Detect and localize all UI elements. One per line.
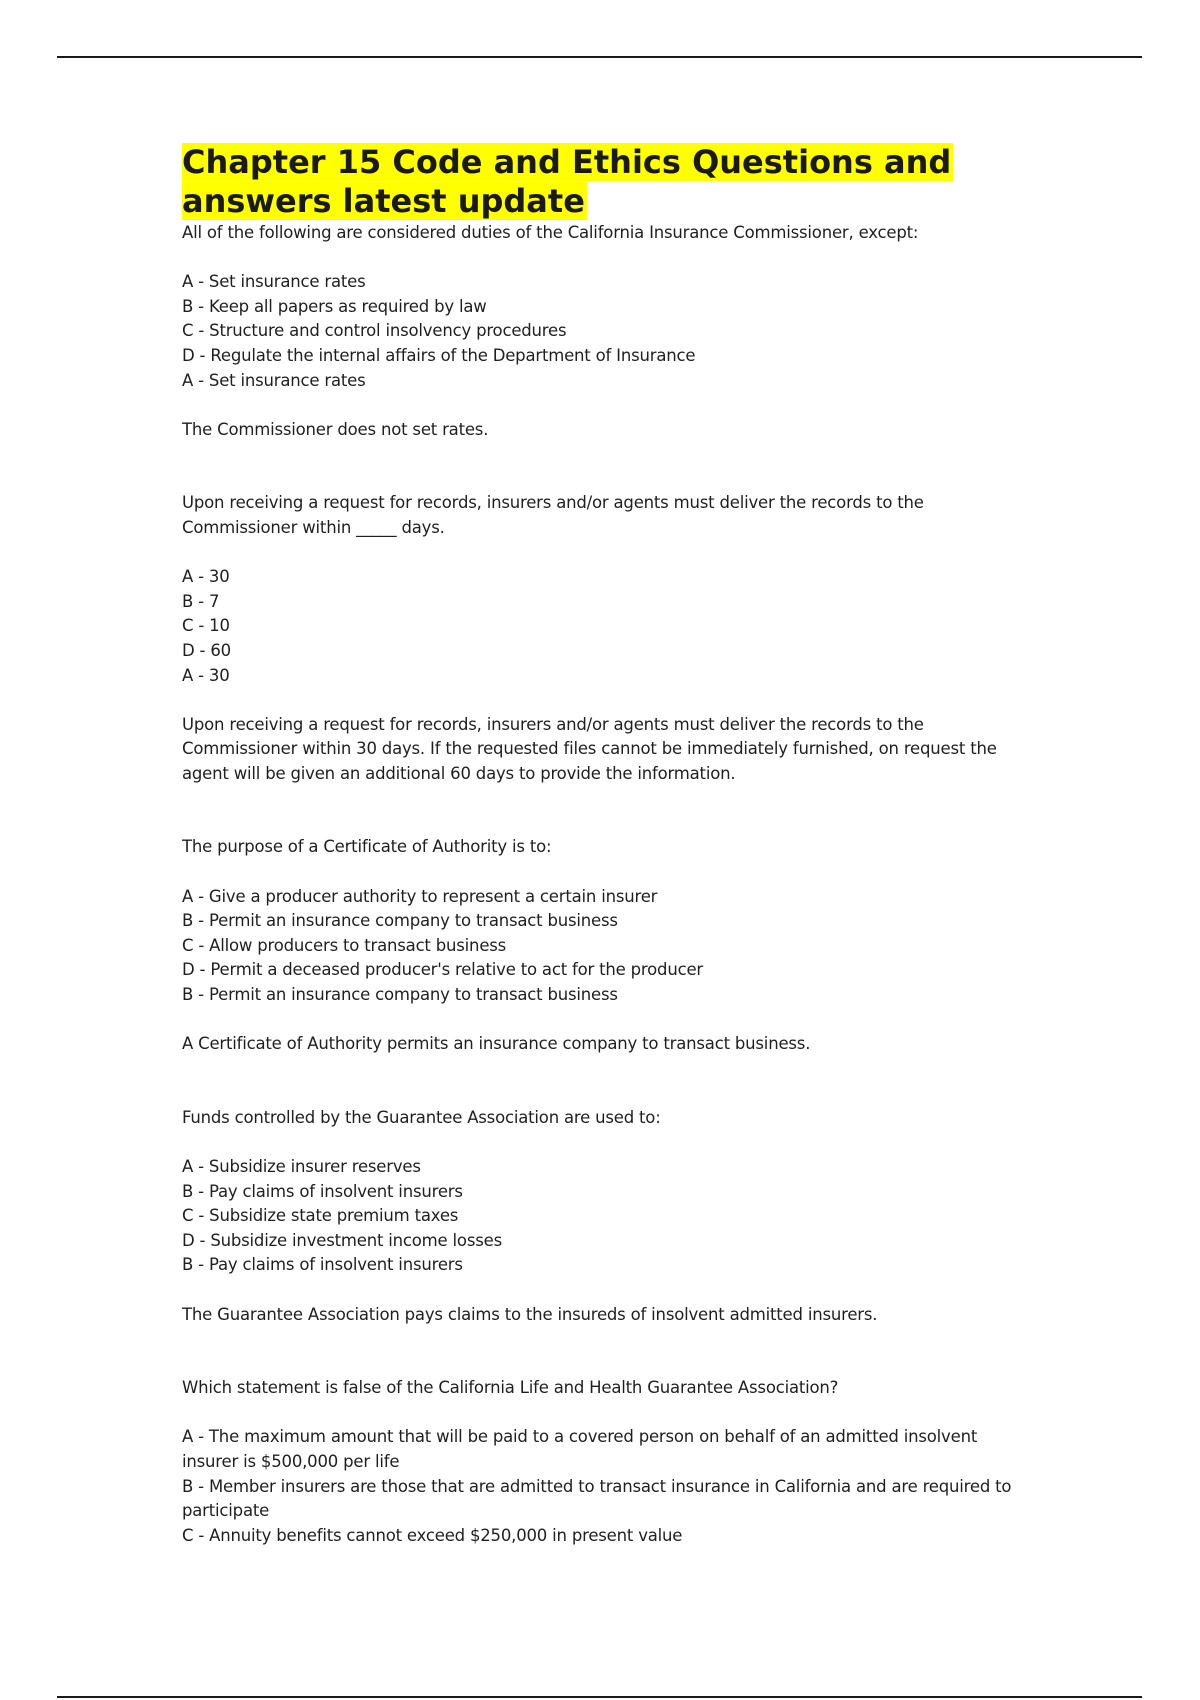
document-title xyxy=(182,143,1042,221)
option-a: A - Subsidize insurer reserves xyxy=(182,1157,421,1176)
header-rule xyxy=(57,56,1142,58)
explanation: The Guarantee Association pays claims to the insureds of insolvent admitted insurers. xyxy=(182,1304,878,1324)
question-text: Upon receiving a request for records, insurers and/or agents must deliver the records to the Commissioner within _____ days. xyxy=(182,493,924,537)
question-text: All of the following are considered duties of the California Insurance Commissioner, except: xyxy=(182,223,919,242)
option-c: C - Allow producers to transact business xyxy=(182,935,507,955)
option-d: D - Subsidize investment income losses xyxy=(182,1230,502,1250)
explanation: The Commissioner does not set rates. xyxy=(182,419,489,439)
option-d: D - Permit a deceased producer's relative to act for the producer xyxy=(182,960,703,980)
answer: A - 30 xyxy=(182,665,230,685)
option-c: C - Structure and control insolvency procedures xyxy=(182,321,567,341)
option-a: A - Give a producer authority to represent a certain insurer xyxy=(182,886,658,906)
option-d: D - Regulate the internal affairs of the Department of Insurance xyxy=(182,345,696,365)
title-line-2: answers latest update xyxy=(182,182,585,220)
explanation: A Certificate of Authority permits an insurance company to transact business. xyxy=(182,1034,811,1054)
explanation: Upon receiving a request for records, insurers and/or agents must deliver the records to the Commissioner within 30 days. If the requested files cannot be immediately furnished, on request the agent will be given an additional 60 days to provide the information. xyxy=(182,714,997,783)
option-a: A - The maximum amount that will be paid to a covered person on behalf of an admitted insolvent insurer is $500,000 per life xyxy=(182,1427,978,1471)
option-c: C - Subsidize state premium taxes xyxy=(182,1206,459,1226)
question-text: Which statement is false of the California Life and Health Guarantee Association? xyxy=(182,1378,839,1398)
document-body xyxy=(182,143,1042,1548)
footer-rule xyxy=(57,1696,1142,1698)
option-b: B - Member insurers are those that are admitted to transact insurance in California and are required to participate xyxy=(182,1476,1012,1521)
option-a: A - 30 xyxy=(182,567,230,587)
question-block-5 xyxy=(182,1376,1042,1548)
option-c: C - 10 xyxy=(182,616,230,636)
title-line-1: Chapter 15 Code and Ethics Questions and xyxy=(182,143,952,181)
question-block-2 xyxy=(182,491,1042,786)
option-a: A - Set insurance rates xyxy=(182,272,366,292)
question-block-3 xyxy=(182,835,1042,1056)
option-b: B - Keep all papers as required by law xyxy=(182,296,487,316)
answer: B - Permit an insurance company to transact business xyxy=(182,985,618,1005)
answer: A - Set insurance rates xyxy=(182,370,366,390)
option-b: B - Pay claims of insolvent insurers xyxy=(182,1181,463,1201)
option-b: B - Permit an insurance company to transact business xyxy=(182,911,618,931)
question-text: Funds controlled by the Guarantee Association are used to: xyxy=(182,1107,661,1127)
question-block-1 xyxy=(182,221,1042,442)
question-text: The purpose of a Certificate of Authority is to: xyxy=(182,837,552,857)
answer: B - Pay claims of insolvent insurers xyxy=(182,1255,463,1275)
question-block-4 xyxy=(182,1106,1042,1327)
option-d: D - 60 xyxy=(182,640,231,660)
option-c: C - Annuity benefits cannot exceed $250,000 in present value xyxy=(182,1525,683,1545)
option-b: B - 7 xyxy=(182,591,220,611)
